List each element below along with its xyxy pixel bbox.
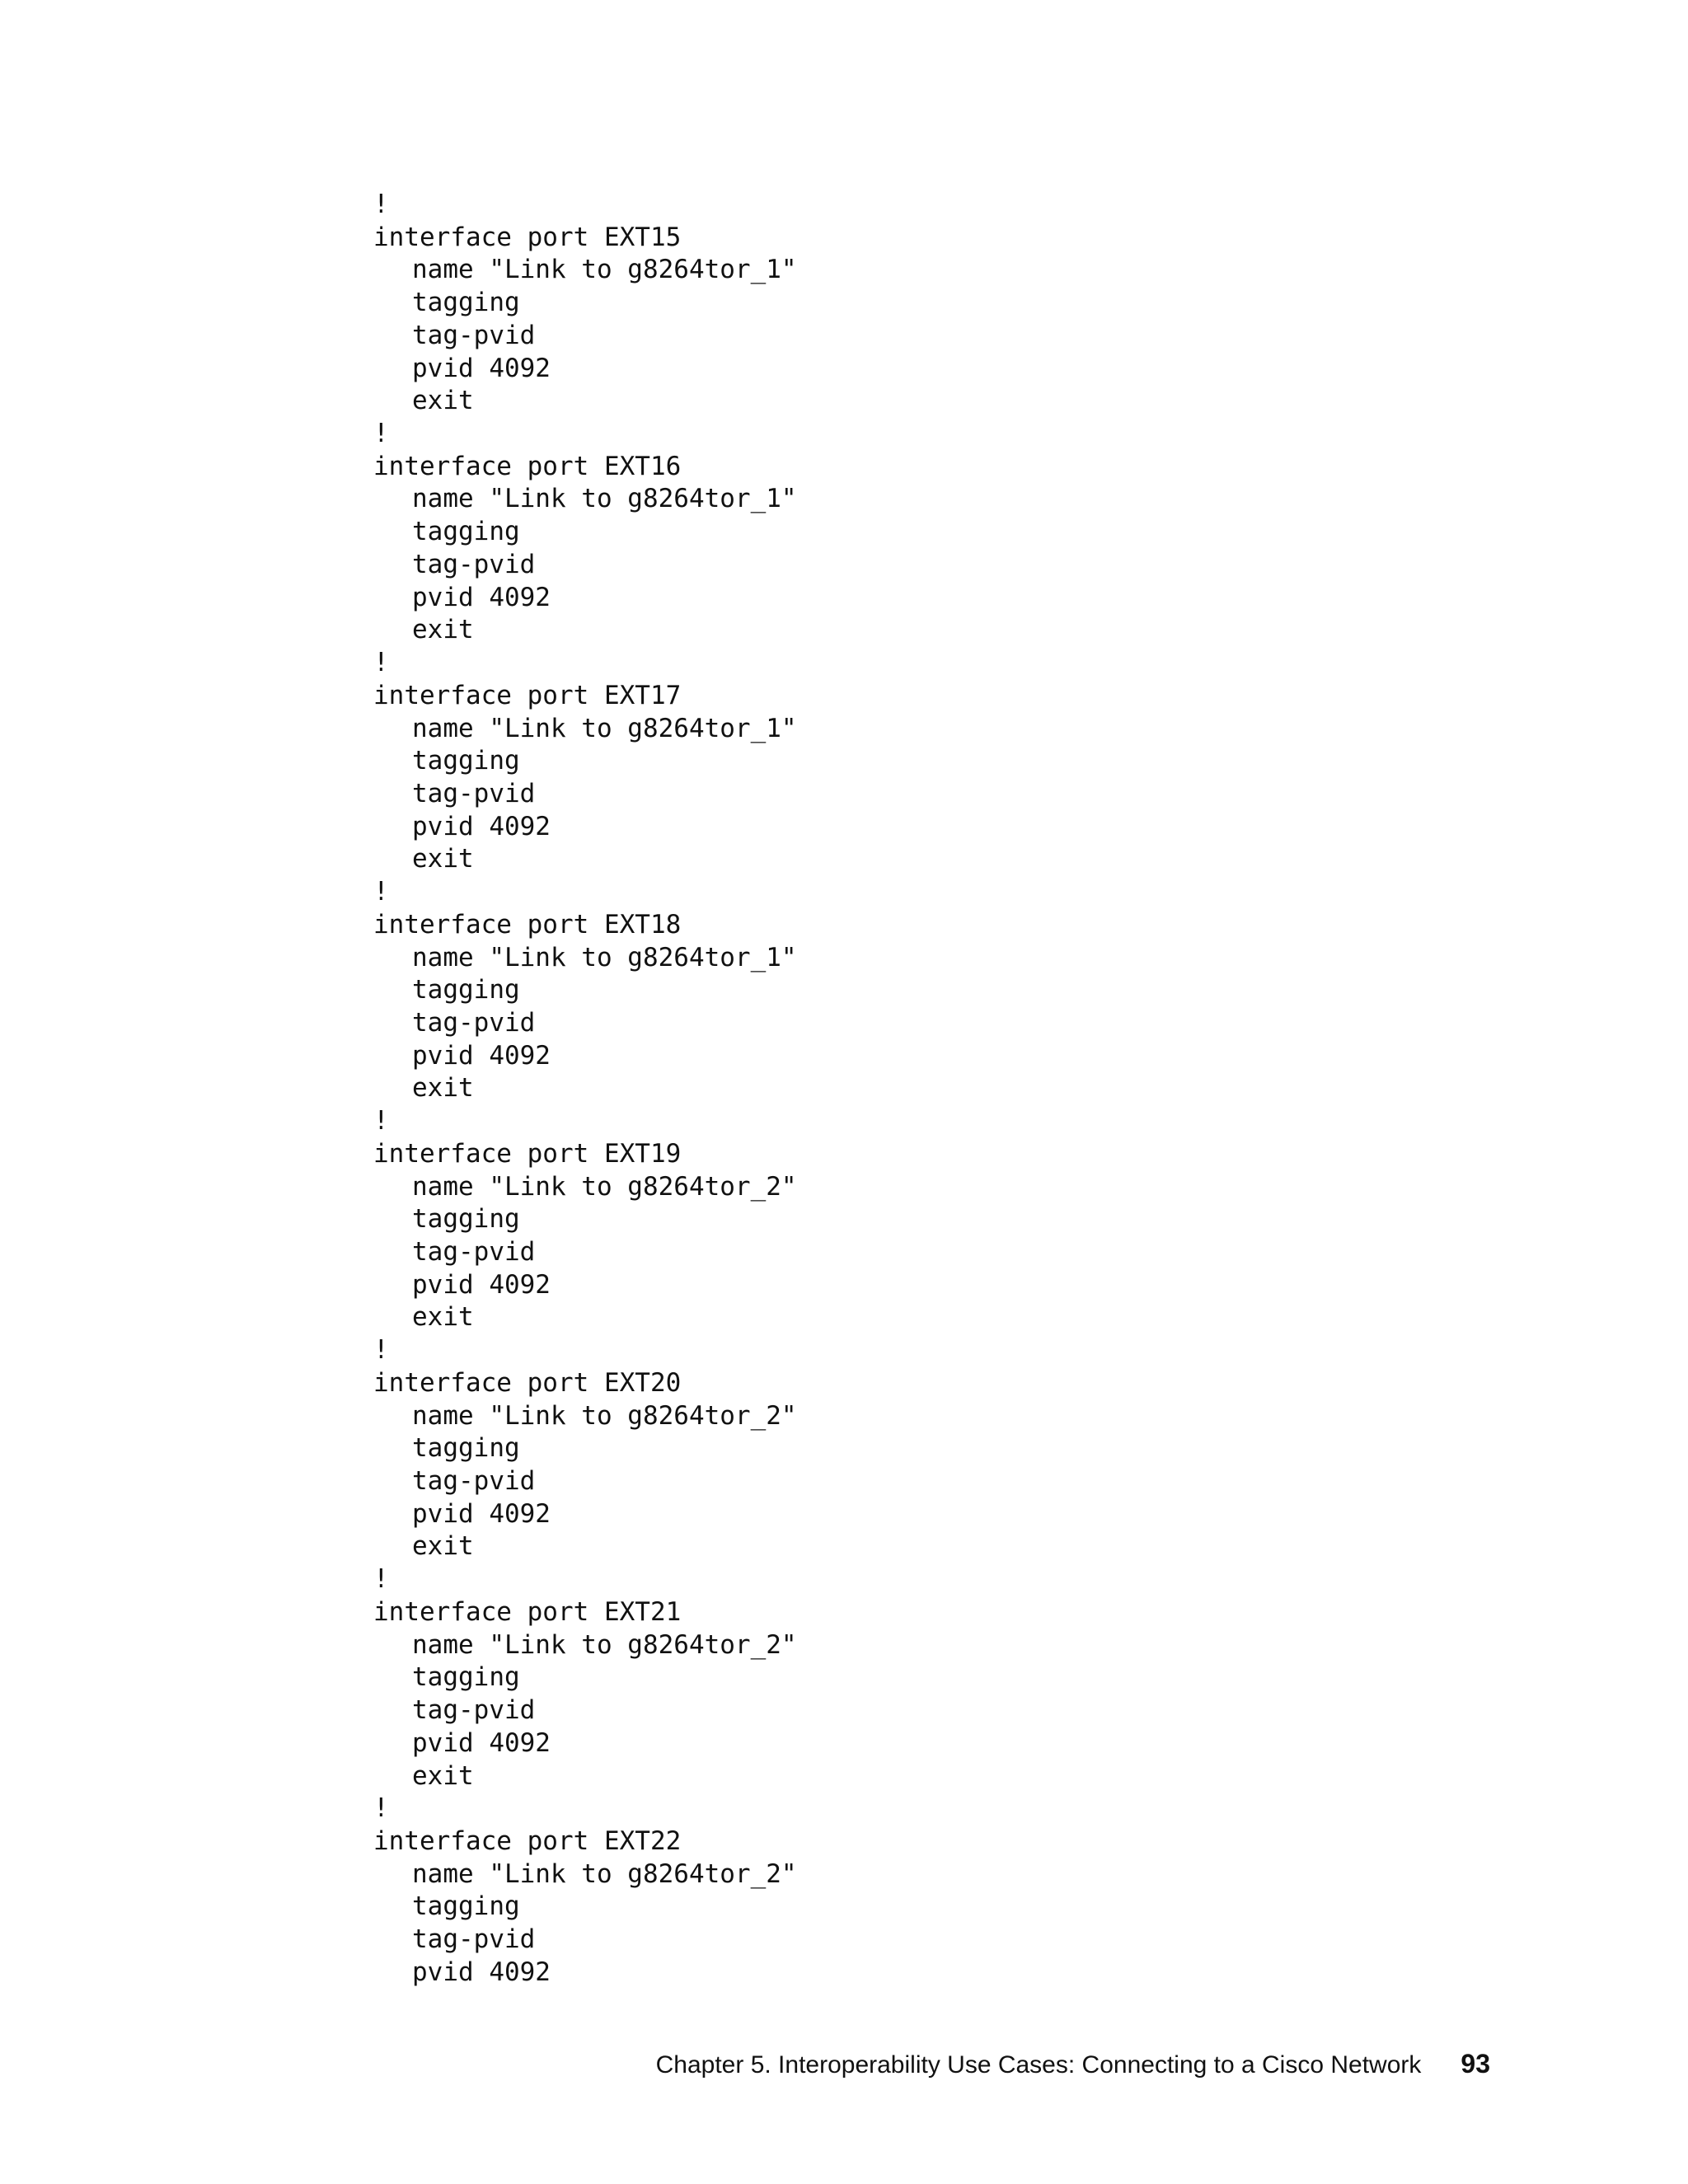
page-number: 93 — [1461, 2049, 1490, 2079]
code-line: tag-pvid — [412, 1695, 536, 1726]
code-line: tag-pvid — [412, 1466, 536, 1497]
code-line: interface port EXT19 — [373, 1138, 682, 1169]
code-line: interface port EXT16 — [373, 451, 682, 481]
code-line: pvid 4092 — [412, 1040, 551, 1071]
code-line: tagging — [412, 1891, 520, 1922]
code-line: ! — [373, 648, 389, 678]
page-footer — [0, 2049, 1490, 2085]
code-line: pvid 4092 — [412, 582, 551, 612]
code-line: tag-pvid — [412, 1924, 536, 1955]
code-line: name "Link to g8264tor_1" — [412, 942, 797, 972]
code-line: tagging — [412, 746, 520, 776]
code-line: ! — [373, 1106, 389, 1137]
code-line: tag-pvid — [412, 549, 536, 579]
code-line: exit — [412, 1302, 474, 1333]
code-line: name "Link to g8264tor_2" — [412, 1400, 797, 1431]
code-line: exit — [412, 386, 474, 416]
footer-chapter-title: Chapter 5. Interoperability Use Cases: Connecting to a Cisco Network — [655, 2051, 1422, 2079]
code-line: pvid 4092 — [412, 1498, 551, 1529]
code-line: pvid 4092 — [412, 353, 551, 383]
code-line: tag-pvid — [412, 320, 536, 350]
code-line: exit — [412, 1760, 474, 1791]
code-line: tag-pvid — [412, 1237, 536, 1267]
code-line: exit — [412, 1073, 474, 1104]
code-line: interface port EXT18 — [373, 909, 682, 940]
config-code-listing — [373, 189, 797, 1990]
code-line: tag-pvid — [412, 778, 536, 808]
code-line: interface port EXT22 — [373, 1825, 682, 1856]
code-line: tagging — [412, 288, 520, 318]
code-line: interface port EXT17 — [373, 680, 682, 710]
code-line: ! — [373, 190, 389, 219]
code-line: tag-pvid — [412, 1007, 536, 1038]
code-line: tagging — [412, 517, 520, 547]
code-line: exit — [412, 615, 474, 645]
code-line: ! — [373, 877, 389, 907]
code-line: name "Link to g8264tor_1" — [412, 713, 797, 743]
code-line: pvid 4092 — [412, 1269, 551, 1300]
code-line: exit — [412, 1531, 474, 1562]
code-line: name "Link to g8264tor_2" — [412, 1858, 797, 1889]
code-line: exit — [412, 844, 474, 874]
code-line: tagging — [412, 1662, 520, 1693]
code-line: interface port EXT15 — [373, 222, 682, 252]
code-line: ! — [373, 1793, 389, 1824]
code-line: ! — [373, 1564, 389, 1595]
code-line: ! — [373, 1335, 389, 1366]
code-line: interface port EXT21 — [373, 1596, 682, 1627]
code-line: tagging — [412, 1204, 520, 1235]
code-line: pvid 4092 — [412, 1727, 551, 1758]
code-line: tagging — [412, 1433, 520, 1464]
code-line: name "Link to g8264tor_2" — [412, 1171, 797, 1202]
code-line: tagging — [412, 975, 520, 1005]
code-line: ! — [373, 419, 389, 449]
code-line: name "Link to g8264tor_1" — [412, 484, 797, 514]
code-line: name "Link to g8264tor_1" — [412, 255, 797, 285]
code-line: pvid 4092 — [412, 1957, 551, 1987]
code-line: pvid 4092 — [412, 811, 551, 841]
code-line: name "Link to g8264tor_2" — [412, 1629, 797, 1660]
code-line: interface port EXT20 — [373, 1367, 682, 1398]
